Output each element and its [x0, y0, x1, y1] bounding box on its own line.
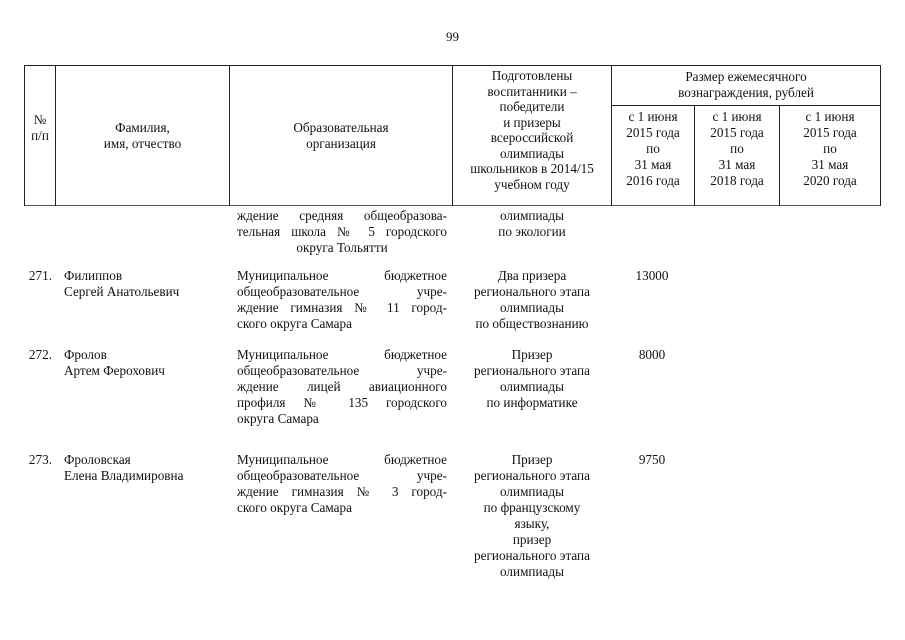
- row-amount: 9750: [638, 452, 666, 467]
- row-prepared: Призер регионального этапа олимпиады по информатике: [474, 347, 590, 410]
- continuation-organization: ждение средняя общеобразова- тельная школа № 5 городского округа Тольятти: [237, 208, 447, 255]
- row-amount: 13000: [635, 268, 669, 283]
- row-number: 271.: [28, 268, 52, 283]
- header-col-name: Фамилия, имя, отчество: [103, 120, 182, 151]
- row-name: Фроловская Елена Владимировна: [64, 452, 184, 483]
- row-amount: 8000: [638, 347, 666, 362]
- col-line-7: [880, 65, 881, 206]
- award-subheader-rule: [611, 105, 881, 106]
- row-organization: Муниципальное бюджетное общеобразовательное учре- ждение лицей авиационного профиля № 135 городского округа Самара: [237, 347, 447, 426]
- row-organization: Муниципальное бюджетное общеобразовательное учре- ждение гимназия № 3 город- ского округа Самара: [237, 452, 447, 515]
- header-col-award: Размер ежемесячного вознаграждения, рублей: [678, 69, 814, 100]
- row-number: 273.: [28, 452, 52, 467]
- header-period-2016: с 1 июня 2015 года по 31 мая 2016 года: [626, 109, 680, 188]
- page-number: 99: [446, 29, 459, 44]
- header-period-2018: с 1 июня 2015 года по 31 мая 2018 года: [710, 109, 764, 188]
- header-col-number: № п/п: [31, 112, 49, 143]
- row-name: Фролов Артем Ферохович: [64, 347, 165, 378]
- row-number: 272.: [28, 347, 52, 362]
- header-period-2020: с 1 июня 2015 года по 31 мая 2020 года: [803, 109, 857, 188]
- header-col-organization: Образовательная организация: [293, 120, 389, 151]
- row-name: Филиппов Сергей Анатольевич: [64, 268, 180, 299]
- continuation-prepared: олимпиады по экологии: [498, 208, 566, 239]
- row-organization: Муниципальное бюджетное общеобразовательное учре- ждение гимназия № 11 город- ского округа Самара: [237, 268, 447, 331]
- header-col-prepared: Подготовлены воспитанники – победители и призеры всероссийской олимпиады школьников в 2014/15 учебном году: [470, 68, 594, 192]
- row-prepared: Призер регионального этапа олимпиады по французскому языку, призер регионального этапа олимпиады: [474, 452, 590, 579]
- row-prepared: Два призера регионального этапа олимпиады по обществознанию: [474, 268, 590, 331]
